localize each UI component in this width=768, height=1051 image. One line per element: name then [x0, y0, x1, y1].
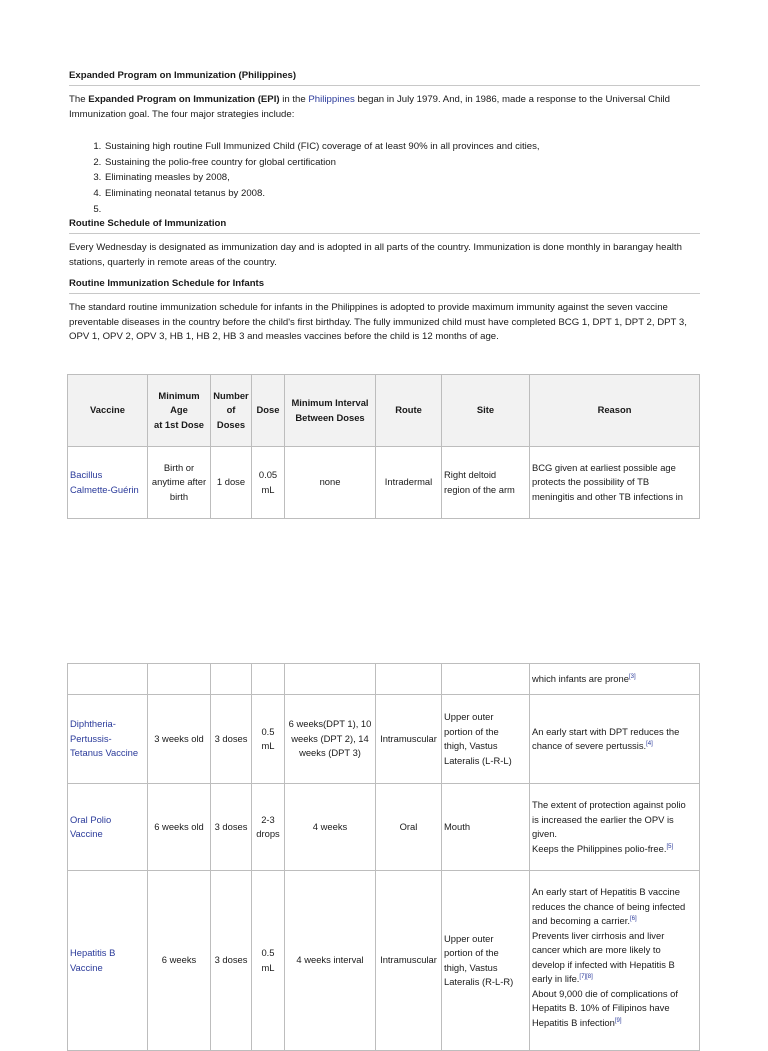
- cell-min-age: 3 weeks old: [148, 695, 211, 784]
- cell-site: Upper outer portion of the thigh, Vastus Lateralis (R-L-R): [442, 871, 530, 1051]
- reference-link[interactable]: [7][8]: [579, 973, 593, 980]
- cell-dose: 0.05 mL: [252, 447, 285, 519]
- intro-text-pre: The: [69, 94, 89, 105]
- cell-dose: 0.5 mL: [252, 695, 285, 784]
- infant-divider: [69, 293, 700, 294]
- routine-paragraph: Every Wednesday is designated as immunization day and is adopted in all parts of the country. Immunization is done monthly in barangay health stations, quarterly in remote areas of the country.: [69, 242, 682, 268]
- cell-interval: 4 weeks interval: [285, 871, 376, 1051]
- cell-interval: 4 weeks: [285, 784, 376, 871]
- cell-doses: 3 doses: [211, 695, 252, 784]
- strategy-item: [104, 202, 704, 218]
- vaccine-name-hepatitis-b[interactable]: Hepatitis B Vaccine: [68, 871, 148, 1051]
- header-reason: Reason: [530, 375, 700, 447]
- cell-route: Intramuscular: [376, 695, 442, 784]
- immunization-table-part-2: [67, 663, 700, 1051]
- reference-link[interactable]: [9]: [614, 1017, 622, 1024]
- reference-link[interactable]: [6]: [629, 915, 637, 922]
- strategies-list: [69, 139, 704, 218]
- strategy-item: 4. Eliminating neonatal tetanus by 2008.: [104, 186, 704, 202]
- intro-text-post: began in July 1979. And, in 1986, made a response to the Universal Child Immunization goal. The four major strategies include:: [69, 94, 670, 120]
- header-site: Site: [442, 375, 530, 447]
- header-route: Route: [376, 375, 442, 447]
- cell-route: Oral: [376, 784, 442, 871]
- cell-doses: 3 doses: [211, 784, 252, 871]
- vaccine-name-opv[interactable]: Oral Polio Vaccine: [68, 784, 148, 871]
- reference-link[interactable]: [3]: [628, 673, 636, 680]
- header-vaccine: Vaccine: [68, 375, 148, 447]
- intro-text-mid: in the: [279, 94, 309, 105]
- cell-doses: 1 dose: [211, 447, 252, 519]
- cell-interval: none: [285, 447, 376, 519]
- philippines-link[interactable]: Philippines: [308, 94, 355, 105]
- cell-interval: 6 weeks(DPT 1), 10 weeks (DPT 2), 14 weeks (DPT 3): [285, 695, 376, 784]
- title-divider: [69, 85, 700, 86]
- cell-min-age: Birth or anytime after birth: [148, 447, 211, 519]
- table-row-continuation: [68, 664, 700, 695]
- table-header-row: [68, 375, 700, 447]
- cell-dose: 2-3 drops: [252, 784, 285, 871]
- header-dose: Dose: [252, 375, 285, 447]
- cell-reason: The extent of protection against polio is increased the earlier the OPV is given. Keeps the Philippines polio-free.[5]: [530, 784, 700, 871]
- vaccine-name-bcg[interactable]: Bacillus Calmette-Guérin: [68, 447, 148, 519]
- header-number-of-doses: Number of Doses: [211, 375, 252, 447]
- cell-reason-continued: which infants are prone[3]: [530, 664, 700, 695]
- routine-divider: [69, 233, 700, 234]
- table-row: [68, 447, 700, 519]
- strategy-item: 1. Sustaining high routine Full Immunized Child (FIC) coverage of at least 90% in all provinces and cities,: [104, 139, 704, 155]
- cell-route: Intradermal: [376, 447, 442, 519]
- vaccine-name-dpt[interactable]: Diphtheria- Pertussis- Tetanus Vaccine: [68, 695, 148, 784]
- infant-paragraph: The standard routine immunization schedule for infants in the Philippines is adopted to provide maximum immunity against the seven vaccine preventable diseases in the country before the child's first birthday. The fully immunized child must have completed BCG 1, DPT 1, DPT 2, DPT 3, OPV 1, OPV 2, OPV 3, HB 1, HB 2, HB 3 and measles vaccines before the child is 12 months of age.: [69, 302, 687, 342]
- reference-link[interactable]: [4]: [646, 740, 653, 747]
- strategy-item: 2. Sustaining the polio-free country for global certification: [104, 155, 704, 171]
- header-min-interval: Minimum Interval Between Doses: [285, 375, 376, 447]
- cell-min-age: 6 weeks old: [148, 784, 211, 871]
- cell-route: Intramuscular: [376, 871, 442, 1051]
- immunization-table-part-1: [67, 374, 700, 519]
- cell-site: Mouth: [442, 784, 530, 871]
- cell-site: Upper outer portion of the thigh, Vastus Lateralis (L-R-L): [442, 695, 530, 784]
- cell-site: Right deltoid region of the arm: [442, 447, 530, 519]
- cell-reason: An early start with DPT reduces the chance of severe pertussis.[4]: [530, 695, 700, 784]
- routine-schedule-heading: Routine Schedule of Immunization: [69, 218, 227, 229]
- reference-link[interactable]: [5]: [666, 843, 674, 850]
- document-title: Expanded Program on Immunization (Philippines): [69, 70, 297, 81]
- cell-reason: BCG given at earliest possible age protects the possibility of TB meningitis and other TB infections in: [530, 447, 700, 519]
- cell-reason: An early start of Hepatitis B vaccine reduces the chance of being infected and becoming a carrier.[6] Prevents liver cirrhosis and liver cancer which are more likely to develop if infected with Hepatitis B early in life.[7][8] About 9,000 die of complications of Hepatits B. 10% of Filipinos have Hepatitis B infection[9]: [530, 871, 700, 1051]
- intro-bold-term: Expanded Program on Immunization (EPI): [88, 94, 280, 105]
- strategy-item: 3. Eliminating measles by 2008,: [104, 170, 704, 186]
- cell-min-age: 6 weeks: [148, 871, 211, 1051]
- table-row: [68, 695, 700, 784]
- infant-schedule-heading: Routine Immunization Schedule for Infants: [69, 278, 265, 289]
- table-row: [68, 784, 700, 871]
- cell-doses: 3 doses: [211, 871, 252, 1051]
- cell-dose: 0.5 mL: [252, 871, 285, 1051]
- intro-paragraph: [69, 93, 709, 122]
- header-min-age: Minimum Age at 1st Dose: [148, 375, 211, 447]
